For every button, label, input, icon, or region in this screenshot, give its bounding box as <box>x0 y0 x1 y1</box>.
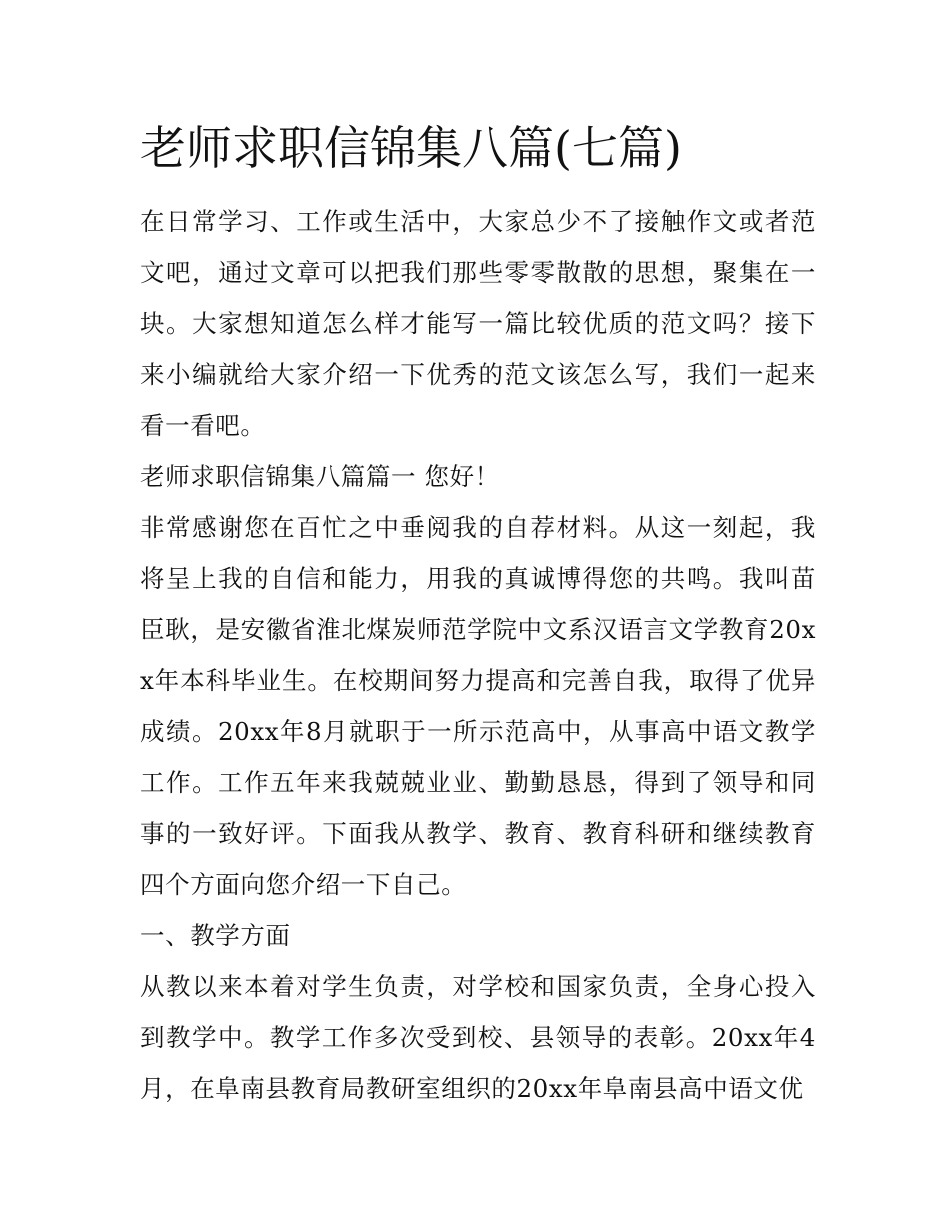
document-body <box>140 196 816 1114</box>
teaching-paragraph: 从教以来本着对学生负责，对学校和国家负责，全身心投入到教学中。教学工作多次受到校、县领导的表彰。20xx年4月，在阜南县教育局教研室组织的20xx年阜南县高中语文优 <box>140 972 816 1103</box>
self-introduction-paragraph: 非常感谢您在百忙之中垂阅我的自荐材料。从这一刻起，我将呈上我的自信和能力，用我的真诚博得您的共鸣。我叫苗臣耿，是安徽省淮北煤炭师范学院中文系汉语言文学教育20xx年本科毕业生。在校期间努力提高和完善自我，取得了优异成绩。20xx年8月就职于一所示范高中，从事高中语文教学工作。工作五年来我兢兢业业、勤勤恳恳，得到了领导和同事的一致好评。下面我从教学、教育、教育科研和继续教育四个方面向您介绍一下自己。 <box>140 513 816 899</box>
subsection-heading-teaching: 一、教学方面 <box>140 921 291 950</box>
document-title: 老师求职信锦集八篇(七篇) <box>140 121 682 175</box>
intro-paragraph: 在日常学习、工作或生活中，大家总少不了接触作文或者范文吧，通过文章可以把我们那些零零散散的思想，聚集在一块。大家想知道怎么样才能写一篇比较优质的范文吗？接下来小编就给大家介绍一下优秀的范文该怎么写，我们一起来看一看吧。 <box>140 207 816 440</box>
section-heading-letter-one: 老师求职信锦集八篇篇一 您好！ <box>140 462 500 491</box>
